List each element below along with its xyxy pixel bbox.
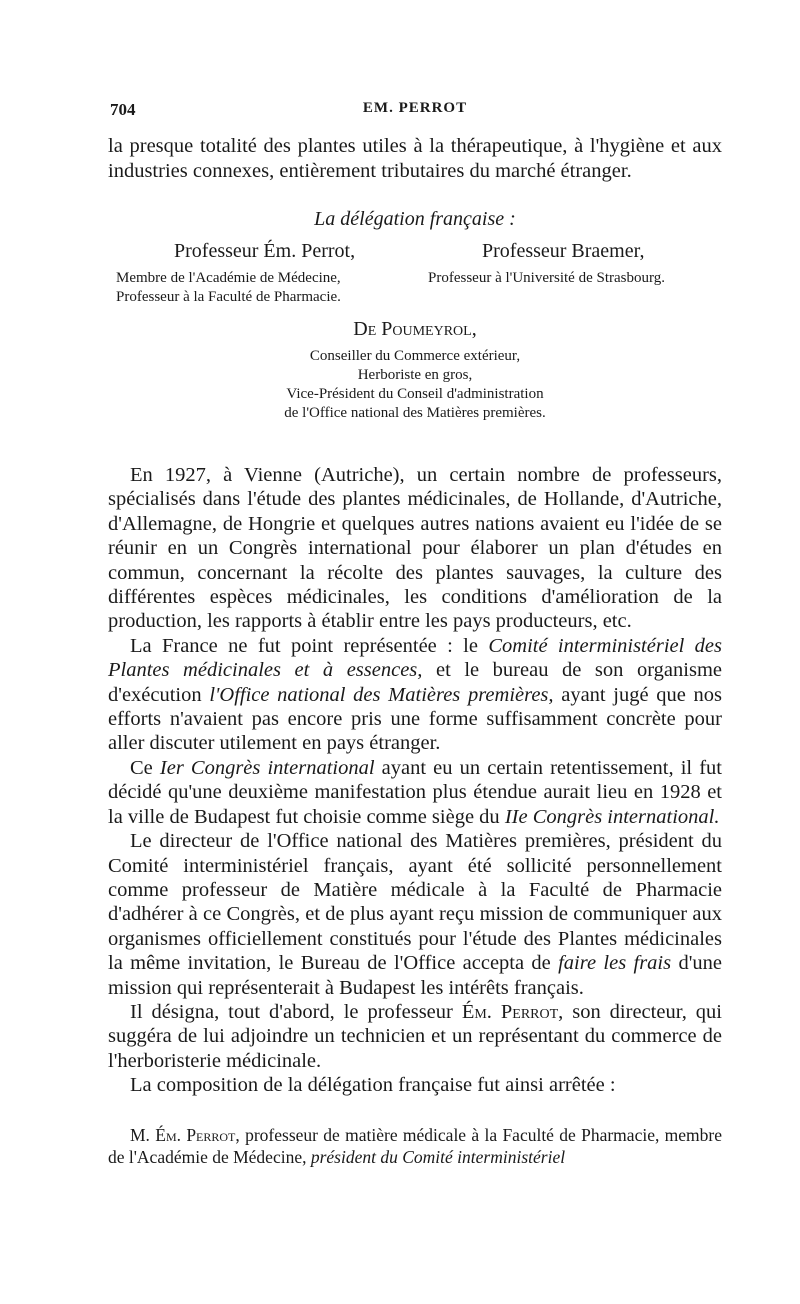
delegate-title-line: Vice-Président du Conseil d'administration (286, 386, 544, 402)
paragraph: Le directeur de l'Office national des Matières premières, président du Comité interministériel français, ayant été sollicité personnellement comme professeur de Matière médicale à la Faculté de Pharmacie d'adhérer à ce Congrès, et de plus ayant reçu mission de communiquer aux organismes officiellement constitués pour l'étude des Plantes médicinales la même invitation, le Bureau de l'Office accepta de faire les frais d'une mission qui représenterait à Budapest les intérêts français. (108, 830, 722, 999)
delegation-member-entry: M. Ém. Perrot, professeur de matière médicale à la Faculté de Pharmacie, membre de l'Académie de Médecine, président du Comité interministériel (108, 1125, 722, 1167)
page-number: 704 (110, 100, 136, 119)
delegate-poumeyrol (108, 318, 722, 423)
paragraph: Ce Ier Congrès international ayant eu un certain retentissement, il fut décidé qu'une deuxième manifestation plus étendue aurait lieu en 1928 et la ville de Budapest fut choisie comme siège du IIe Congrès international. (108, 756, 723, 828)
delegate-title-line: de l'Office national des Matières premières. (284, 405, 546, 421)
page-header (110, 100, 720, 124)
body-text (108, 463, 722, 1098)
paragraph: La France ne fut point représentée : le Comité interministériel des Plantes médicinales et à essences, et le bureau de son organisme d'exécution l'Office national des Matières premières, ayant jugé que nos efforts n'avaient pas encore pris une forme suffisamment concrète pour aller discuter utilement en pays étranger. (108, 634, 723, 755)
running-title: EM. PERROT (362, 100, 468, 116)
paragraph: En 1927, à Vienne (Autriche), un certain nombre de professeurs, spécialisés dans l'étude des plantes médicinales, de Hollande, d'Autriche, d'Allemagne, de Hongrie et quelques autres nations avaient eu l'idée de se réunir en un Congrès international pour élaborer un plan d'études en commun, concernant la récolte des plantes sauvages, la culture des différentes espèces médicinales, les conditions d'amélioration de la production, les rapports à établir entre les pays producteurs, etc. (108, 464, 722, 633)
delegate-title-line: Herboriste en gros, (357, 367, 473, 383)
delegate-title-line: Professeur à la Faculté de Pharmacie. (116, 289, 341, 305)
delegate-title-line: Conseiller du Commerce extérieur, (309, 348, 521, 364)
delegate-name: De Poumeyrol, (353, 318, 477, 340)
paragraph: Il désigna, tout d'abord, le professeur Ém. Perrot, son directeur, qui suggéra de lui adjoindre un technicien et un représentant du commerce de l'herboristerie médicinale. (108, 1000, 722, 1072)
delegate-braemer (428, 240, 768, 288)
delegate-perrot (116, 240, 436, 307)
delegate-name: Professeur Braemer, (482, 240, 645, 262)
intro-paragraph: la presque totalité des plantes utiles à la thérapeutique, à l'hygiène et aux industries connexes, entièrement tributaires du marché étranger. (108, 135, 722, 182)
delegate-title-line: Membre de l'Académie de Médecine, (116, 270, 341, 286)
paragraph: La composition de la délégation française fut ainsi arrêtée : (130, 1074, 616, 1097)
delegate-name: Professeur Ém. Perrot, (174, 240, 356, 262)
delegate-title-line: Professeur à l'Université de Strasbourg. (428, 270, 665, 286)
delegation-title: La délégation française : (314, 208, 516, 230)
